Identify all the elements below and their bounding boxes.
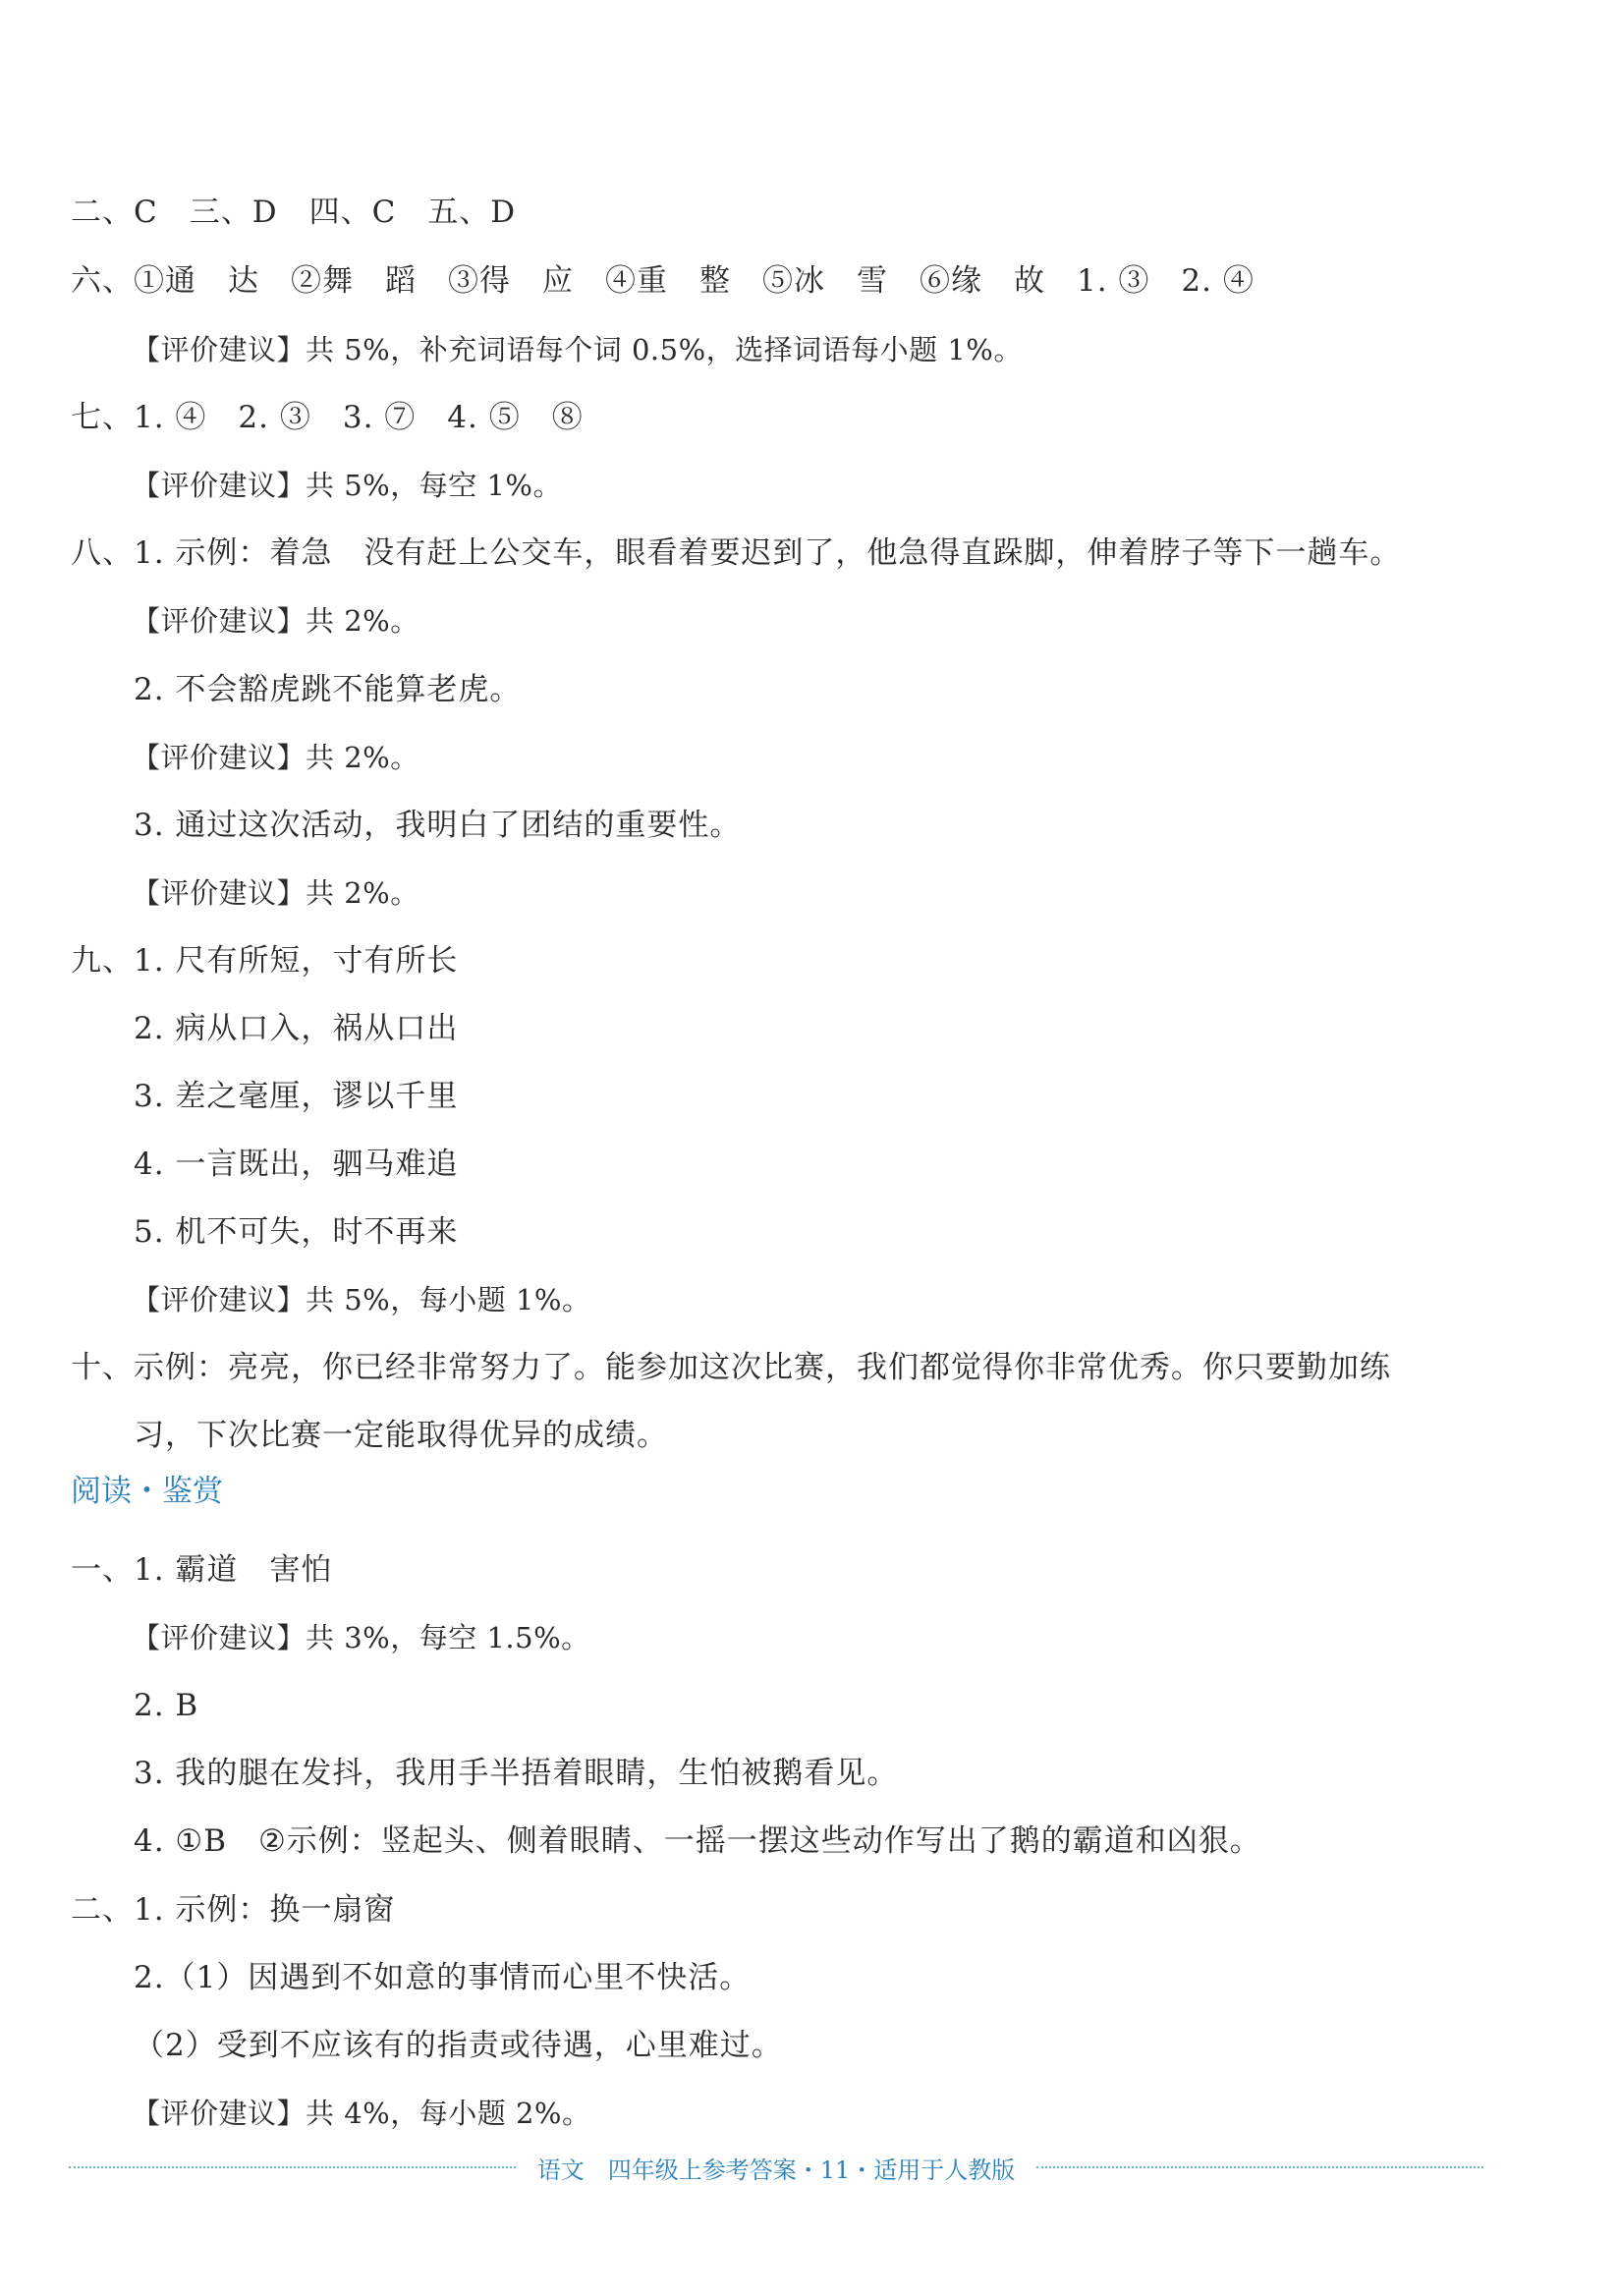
answer-line: 二、C 三、D 四、C 五、D (71, 195, 517, 230)
footer-dotted-rule-right (1036, 2166, 1483, 2168)
page-footer (69, 2148, 1483, 2187)
evaluation-note: 【评价建议】共 2%。 (132, 604, 419, 638)
section-title: 阅读・鉴赏 (71, 1474, 223, 1509)
evaluation-note: 【评价建议】共 5%，补充词语每个词 0.5%，选择词语每小题 1%。 (132, 333, 1023, 366)
answer-line: 2. 不会豁虎跳不能算老虎。 (134, 672, 522, 707)
evaluation-note: 【评价建议】共 2%。 (132, 741, 419, 774)
answer-line: 二、1. 示例：换一扇窗 (71, 1892, 396, 1928)
evaluation-note: 【评价建议】共 5%，每空 1%。 (132, 469, 562, 502)
answer-line: 七、1. ④ 2. ③ 3. ⑦ 4. ⑤ ⑧ (71, 400, 584, 435)
evaluation-note: 【评价建议】共 5%，每小题 1%。 (132, 1283, 591, 1316)
answer-line: 十、示例：亮亮，你已经非常努力了。能参加这次比赛，我们都觉得你非常优秀。你只要勤加练 (71, 1350, 1391, 1385)
answer-line: 习，下次比赛一定能取得优异的成绩。 (134, 1418, 668, 1453)
answer-line: 4. ①B ②示例：竖起头、侧着眼睛、一摇一摆这些动作写出了鹅的霸道和凶狠。 (134, 1823, 1261, 1859)
answer-line: 2. B (134, 1688, 199, 1723)
footer-dotted-rule-left (69, 2166, 516, 2168)
answer-line: 2.（1）因遇到不如意的事情而心里不快活。 (134, 1960, 752, 1995)
answer-line: 5. 机不可失，时不再来 (134, 1214, 459, 1250)
answer-line: 4. 一言既出，驷马难追 (134, 1147, 459, 1182)
answer-line: 八、1. 示例：着急 没有赶上公交车，眼看着要迟到了，他急得直跺脚，伸着脖子等下一趟车。 (71, 535, 1402, 571)
evaluation-note: 【评价建议】共 3%，每空 1.5%。 (132, 1621, 590, 1654)
evaluation-note: 【评价建议】共 2%。 (132, 876, 419, 910)
footer-text: 语文 四年级上参考答案・11・适用于人教版 (536, 2156, 1016, 2184)
answer-line: 六、①通 达 ②舞 蹈 ③得 应 ④重 整 ⑤冰 雪 ⑥缘 故 1. ③ 2. ④ (71, 263, 1255, 299)
answer-line: 3. 通过这次活动，我明白了团结的重要性。 (134, 808, 742, 843)
answer-line: 2. 病从口入，祸从口出 (134, 1011, 459, 1046)
answer-line: （2）受到不应该有的指责或待遇，心里难过。 (134, 2028, 783, 2063)
evaluation-note: 【评价建议】共 4%，每小题 2%。 (132, 2097, 591, 2130)
answer-line: 一、1. 霸道 害怕 (71, 1552, 333, 1588)
answer-line: 九、1. 尺有所短，寸有所长 (71, 943, 459, 979)
answer-line: 3. 我的腿在发抖，我用手半捂着眼睛，生怕被鹅看见。 (134, 1756, 899, 1791)
answer-line: 3. 差之毫厘，谬以千里 (134, 1079, 459, 1114)
